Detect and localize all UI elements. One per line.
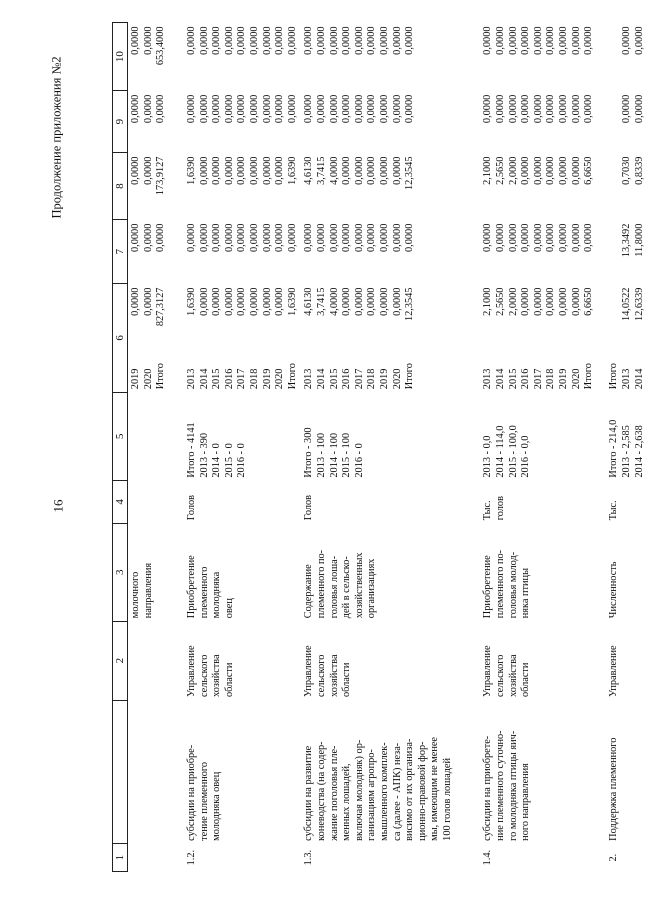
header-col-7: 7 bbox=[113, 220, 128, 284]
other-amount: 0,0000 0,0000 0,0000 0,0000 0,0000 0,0000 0,0000 0,0000 0,0000 bbox=[482, 26, 595, 55]
executor: Управление bbox=[608, 645, 620, 698]
unit: Тыс. голов bbox=[482, 496, 506, 521]
unit: Голов bbox=[303, 494, 315, 521]
header-col-2: 2 bbox=[113, 621, 128, 700]
header-col-1b bbox=[113, 700, 128, 844]
federal-amount: 0,0000 0,0000 0,0000 0,0000 0,0000 0,0000 0,0000 0,0000 0,0000 bbox=[303, 223, 416, 252]
header-col-8: 8 bbox=[113, 153, 128, 220]
local-amount: 0,0000 0,0000 0,0000 bbox=[130, 94, 167, 124]
row-number: 1.3. bbox=[303, 849, 315, 866]
table-row bbox=[301, 23, 480, 872]
indicator: Содержание племенного по- головья лоша- дей в сельско- хозяйственных организациях bbox=[303, 549, 378, 619]
appendix-table bbox=[112, 22, 665, 872]
header-col-9: 9 bbox=[113, 91, 128, 153]
table-row bbox=[184, 23, 301, 872]
target-values: 2013 - 0,0 2014 - 114,0 2015 - 100,0 2016 - 0,0 bbox=[482, 425, 532, 478]
measure-name: Поддержка племенного bbox=[608, 737, 620, 841]
row-number: 1.4. bbox=[482, 849, 494, 866]
regional-amount: 0,0000 0,0000 173,9127 bbox=[130, 156, 167, 196]
total-amount: 1,6390 0,0000 0,0000 0,0000 0,0000 0,0000 0,0000 0,0000 1,6390 bbox=[186, 287, 298, 316]
measure-name bbox=[128, 700, 185, 844]
total-amount: 4,6130 3,7415 4,0000 0,0000 0,0000 0,0000 0,0000 0,0000 12,3545 bbox=[303, 287, 416, 322]
indicator: Численность bbox=[608, 561, 620, 619]
page-number: 16 bbox=[50, 499, 66, 513]
unit: Голов bbox=[186, 494, 197, 521]
regional-amount: 1,6390 0,0000 0,0000 0,0000 0,0000 0,0000 0,0000 0,0000 1,6390 bbox=[186, 156, 298, 185]
rotated-table-container bbox=[112, 22, 645, 872]
row-number bbox=[128, 844, 185, 872]
federal-amount: 13,3492 11,8000 bbox=[621, 223, 645, 258]
regional-amount: 0,7030 0,8339 bbox=[621, 156, 645, 185]
executor: Управление сельского хозяйства области bbox=[303, 645, 353, 698]
regional-amount: 4,6130 3,7415 4,0000 0,0000 0,0000 0,0000 0,0000 0,0000 12,3545 bbox=[303, 156, 416, 190]
header-col-3: 3 bbox=[113, 523, 128, 621]
total-amount: 0,0000 0,0000 827,3127 bbox=[130, 287, 167, 327]
regional-amount: 2,1000 2,5650 2,0000 0,0000 0,0000 0,0000 0,0000 0,0000 6,6650 bbox=[482, 156, 595, 185]
indicator: молочного направления bbox=[130, 562, 154, 619]
header-col-10: 10 bbox=[113, 23, 128, 91]
unit bbox=[128, 481, 185, 524]
measure-name: субсидии на приобре- тение племенного молодняка овец bbox=[186, 744, 223, 841]
total-amount: 14,0522 12,6339 bbox=[621, 287, 645, 322]
header-col-4: 4 bbox=[113, 481, 128, 524]
years: Итого 2013 2014 bbox=[608, 363, 645, 390]
table-row bbox=[480, 23, 606, 872]
executor: Управление сельского хозяйства области bbox=[186, 645, 235, 698]
indicator: Приобретение племенного по- головья молод- няка птицы bbox=[482, 549, 532, 619]
local-amount: 0,0000 0,0000 0,0000 0,0000 0,0000 0,0000 0,0000 0,0000 0,0000 bbox=[186, 94, 298, 124]
row-number: 2. bbox=[608, 853, 620, 862]
other-amount: 0,0000 0,0000 bbox=[621, 26, 645, 55]
other-amount: 0,0000 0,0000 0,0000 0,0000 0,0000 0,0000 0,0000 0,0000 0,0000 bbox=[303, 26, 416, 55]
other-amount: 0,0000 0,0000 0,0000 0,0000 0,0000 0,0000 0,0000 0,0000 0,0000 bbox=[186, 26, 298, 55]
measure-name: субсидии на развитие коневодства (на содер- жание поголовья пле- менных лошадей, включая молодняк) ор- ганизациям агропро- мышленного комплек- са (далее - АПК) неза- висимо от их организа- ционно-правовой фор- мы, имеющим не менее 100 голов лошадей bbox=[303, 737, 453, 841]
local-amount: 0,0000 0,0000 0,0000 0,0000 0,0000 0,0000 0,0000 0,0000 0,0000 bbox=[482, 94, 595, 124]
target-values: Итого - 214,0 2013 - 2,585 2014 - 2,638 bbox=[608, 419, 645, 478]
other-amount: 0,0000 0,0000 653,4000 bbox=[130, 26, 167, 66]
years: 2013 2014 2015 2016 2017 2018 2019 2020 Итого bbox=[482, 363, 595, 390]
header-col-5: 5 bbox=[113, 392, 128, 480]
executor bbox=[128, 621, 185, 700]
federal-amount: 0,0000 0,0000 0,0000 0,0000 0,0000 0,0000 0,0000 0,0000 0,0000 bbox=[186, 223, 298, 252]
row-number: 1.2. bbox=[186, 849, 197, 866]
local-amount: 0,0000 0,0000 bbox=[621, 94, 645, 124]
table-row bbox=[128, 23, 185, 872]
header-col-1: 1 bbox=[113, 844, 128, 872]
years: 2013 2014 2015 2016 2017 2018 2019 2020 Итого bbox=[303, 363, 416, 390]
federal-amount: 0,0000 0,0000 0,0000 bbox=[130, 223, 167, 252]
federal-amount: 0,0000 0,0000 0,0000 0,0000 0,0000 0,0000 0,0000 0,0000 0,0000 bbox=[482, 223, 595, 252]
indicator: Приобретение племенного молодняка овец bbox=[186, 555, 235, 619]
appendix-continuation-title: Продолжение приложения №2 bbox=[49, 56, 64, 219]
years: 2019 2020 Итого bbox=[130, 363, 167, 390]
unit: Тыс. bbox=[608, 500, 620, 521]
header-row bbox=[113, 23, 128, 872]
executor: Управление сельского хозяйства области bbox=[482, 645, 532, 698]
years: 2013 2014 2015 2016 2017 2018 2019 2020 Итого bbox=[186, 363, 298, 390]
header-col-6: 6 bbox=[113, 284, 128, 393]
target-values: Итого - 4141 2013 - 390 2014 - 0 2015 - 0 2016 - 0 bbox=[186, 422, 248, 478]
total-amount: 2,1000 2,5650 2,0000 0,0000 0,0000 0,0000 0,0000 0,0000 6,6650 bbox=[482, 287, 595, 316]
target-values bbox=[128, 392, 185, 480]
target-values: Итого - 300 2013 - 100 2014 - 100 2015 - 100 2016 - 0 bbox=[303, 427, 365, 478]
local-amount: 0,0000 0,0000 0,0000 0,0000 0,0000 0,0000 0,0000 0,0000 0,0000 bbox=[303, 94, 416, 124]
measure-name: субсидии на приобрете- ние племенного суточно- го молодняка птицы яич- ного направления bbox=[482, 730, 532, 841]
table-row bbox=[606, 23, 665, 872]
